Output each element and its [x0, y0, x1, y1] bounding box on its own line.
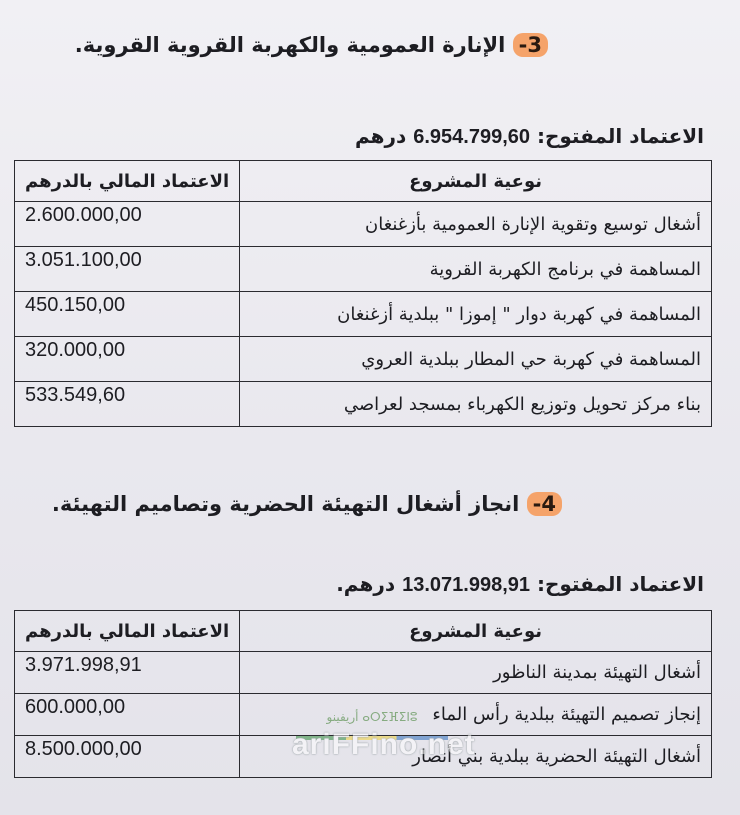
section-3-credit-label: الاعتماد المفتوح: [536, 124, 704, 148]
table-row [15, 337, 712, 382]
section-3-credit-unit: درهم [354, 124, 407, 148]
section-4-credit-label: الاعتماد المفتوح: [536, 572, 704, 596]
project-cell: بناء مركز تحويل وتوزيع الكهرباء بمسجد لعراصي [240, 382, 712, 427]
header-cost: الاعتماد المالي بالدرهم [15, 611, 240, 652]
project-cell: المساهمة في برنامج الكهربة القروية [240, 247, 712, 292]
section-4-heading [52, 492, 562, 516]
table-row [15, 202, 712, 247]
watermark-text: ariFFino.net [292, 728, 476, 761]
table-header-row [15, 161, 712, 202]
table-row [15, 382, 712, 427]
section-3-heading [75, 33, 548, 57]
table-header-row [15, 611, 712, 652]
project-cell: أشغال التهيئة بمدينة الناظور [240, 652, 712, 694]
header-cost: الاعتماد المالي بالدرهم [15, 161, 240, 202]
section-4-credit-amount: 13.071.998,91 [402, 574, 531, 596]
project-cell: إنجاز تصميم التهيئة ببلدية رأس الماء [240, 694, 712, 736]
section-4-credit-unit: درهم. [336, 572, 396, 596]
project-cell: المساهمة في كهربة حي المطار ببلدية العروي [240, 337, 712, 382]
project-cell: أشغال توسيع وتقوية الإنارة العمومية بأزغنغان [240, 202, 712, 247]
table-row [15, 247, 712, 292]
section-3-number: 3- [513, 33, 548, 57]
watermark-tagline: ⴰⵔⵉⴼⵉⵏⵓ أريفينو [326, 710, 418, 724]
section-3-credit [355, 124, 704, 149]
cost-cell: 450.150,00 [15, 292, 240, 337]
cost-cell: 533.549,60 [15, 382, 240, 427]
section-3-table [14, 160, 712, 427]
table-row [15, 292, 712, 337]
section-4-title: انجاز أشغال التهيئة الحضرية وتصاميم التهيئة. [51, 492, 520, 516]
section-4-number: 4- [527, 492, 562, 516]
cost-cell: 2.600.000,00 [15, 202, 240, 247]
cost-cell: 8.500.000,00 [15, 736, 240, 778]
cost-cell: 3.971.998,91 [15, 652, 240, 694]
cost-cell: 600.000,00 [15, 694, 240, 736]
table-row [15, 652, 712, 694]
project-cell: المساهمة في كهربة دوار " إموزا " ببلدية أزغنغان [240, 292, 712, 337]
section-3-title: الإنارة العمومية والكهربة القروية القروية. [74, 33, 506, 57]
header-project: نوعية المشروع [240, 611, 712, 652]
watermark-logo [292, 710, 476, 770]
cost-cell: 320.000,00 [15, 337, 240, 382]
header-project: نوعية المشروع [240, 161, 712, 202]
project-cell: أشغال التهيئة الحضرية ببلدية بني أنصار [240, 736, 712, 778]
section-4-credit [336, 572, 704, 597]
cost-cell: 3.051.100,00 [15, 247, 240, 292]
section-3-credit-amount: 6.954.799,60 [413, 126, 531, 148]
